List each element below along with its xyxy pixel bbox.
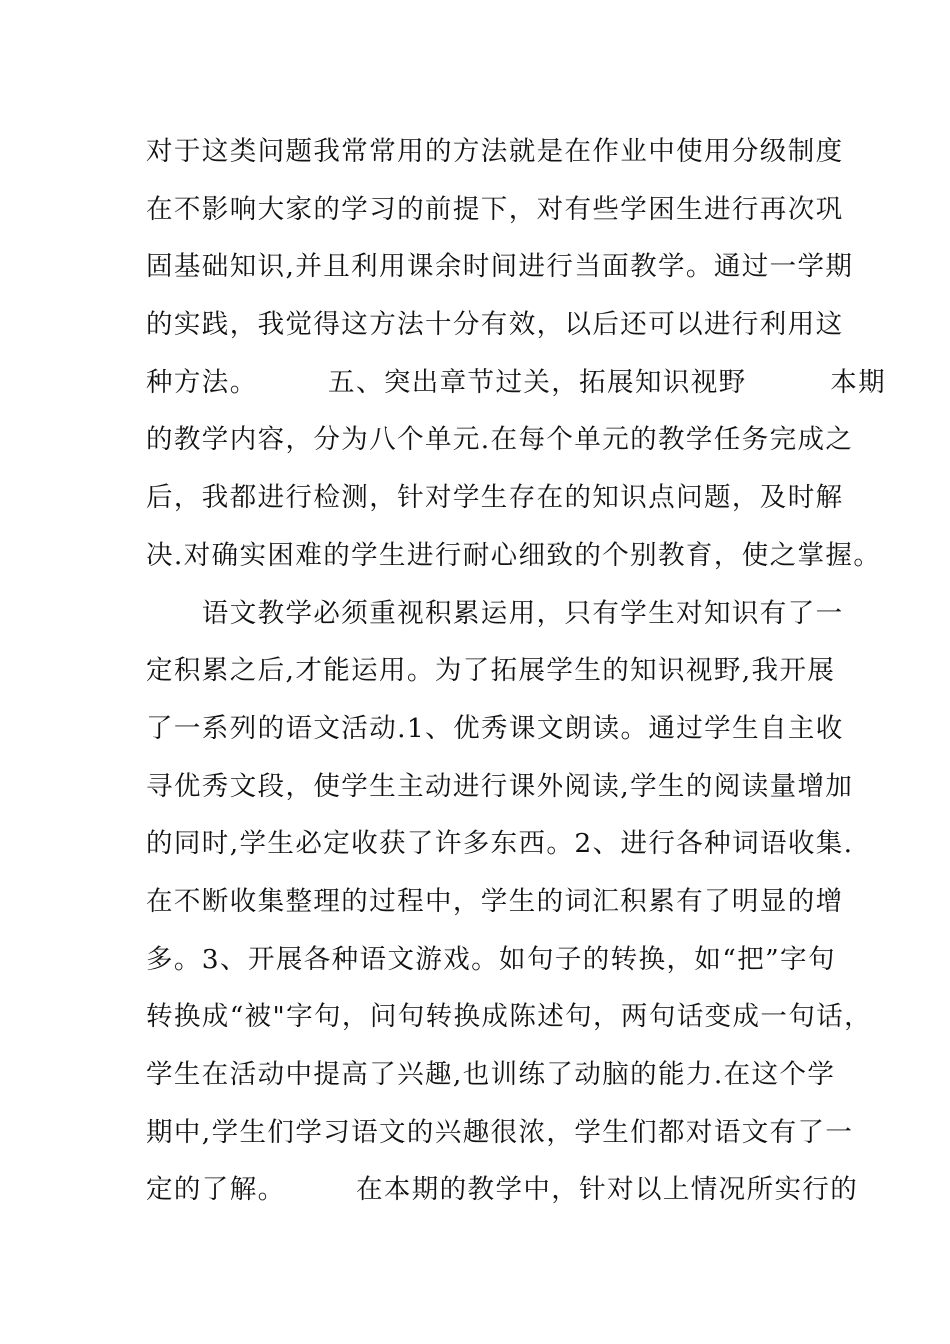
text-line-3: 固基础知识,并且利用课余时间进行当面教学。通过一学期 [146,251,854,283]
text-line-7: 后，我都进行检测，针对学生存在的知识点问题，及时解 [146,482,844,514]
text-line-16: 转换成“被"字句，问句转换成陈述句，两句话变成一句话， [146,1001,873,1033]
text-line-13: 的同时,学生必定收获了许多东西。2、进行各种词语收集. [146,828,854,860]
text-line-18: 期中,学生们学习语文的兴趣很浓，学生们都对语文有了一 [146,1116,854,1148]
text-line-2: 在不影响大家的学习的前提下，对有些学困生进行再次巩 [146,193,844,225]
body-text [146,131,887,1227]
text-line-8: 决.对确实困难的学生进行耐心细致的个别教育，使之掌握。 [146,539,882,571]
text-line-5: 种方法。 五、突出章节过关，拓展知识视野 本期 [146,366,887,398]
text-line-9: 语文教学必须重视积累运用，只有学生对知识有了一 [146,597,844,629]
text-line-14: 在不断收集整理的过程中，学生的词汇积累有了明显的增 [146,885,844,917]
text-line-10: 定积累之后,才能运用。为了拓展学生的知识视野,我开展 [146,655,836,687]
text-line-12: 寻优秀文段，使学生主动进行课外阅读,学生的阅读量增加 [146,770,854,802]
text-line-6: 的教学内容，分为八个单元.在每个单元的教学任务完成之 [146,424,854,456]
text-line-1: 对于这类问题我常常用的方法就是在作业中使用分级制度 [146,136,844,167]
text-line-19: 定的了解。 在本期的教学中，针对以上情况所实行的 [146,1174,859,1206]
text-line-17: 学生在活动中提高了兴趣,也训练了动脑的能力.在这个学 [146,1059,836,1090]
text-line-11: 了一系列的语文活动.1、优秀课文朗读。通过学生自主收 [146,712,844,744]
text-line-15: 多。3、开展各种语文游戏。如句子的转换，如“把”字句 [146,943,836,975]
text-line-4: 的实践，我觉得这方法十分有效，以后还可以进行利用这 [146,309,844,341]
